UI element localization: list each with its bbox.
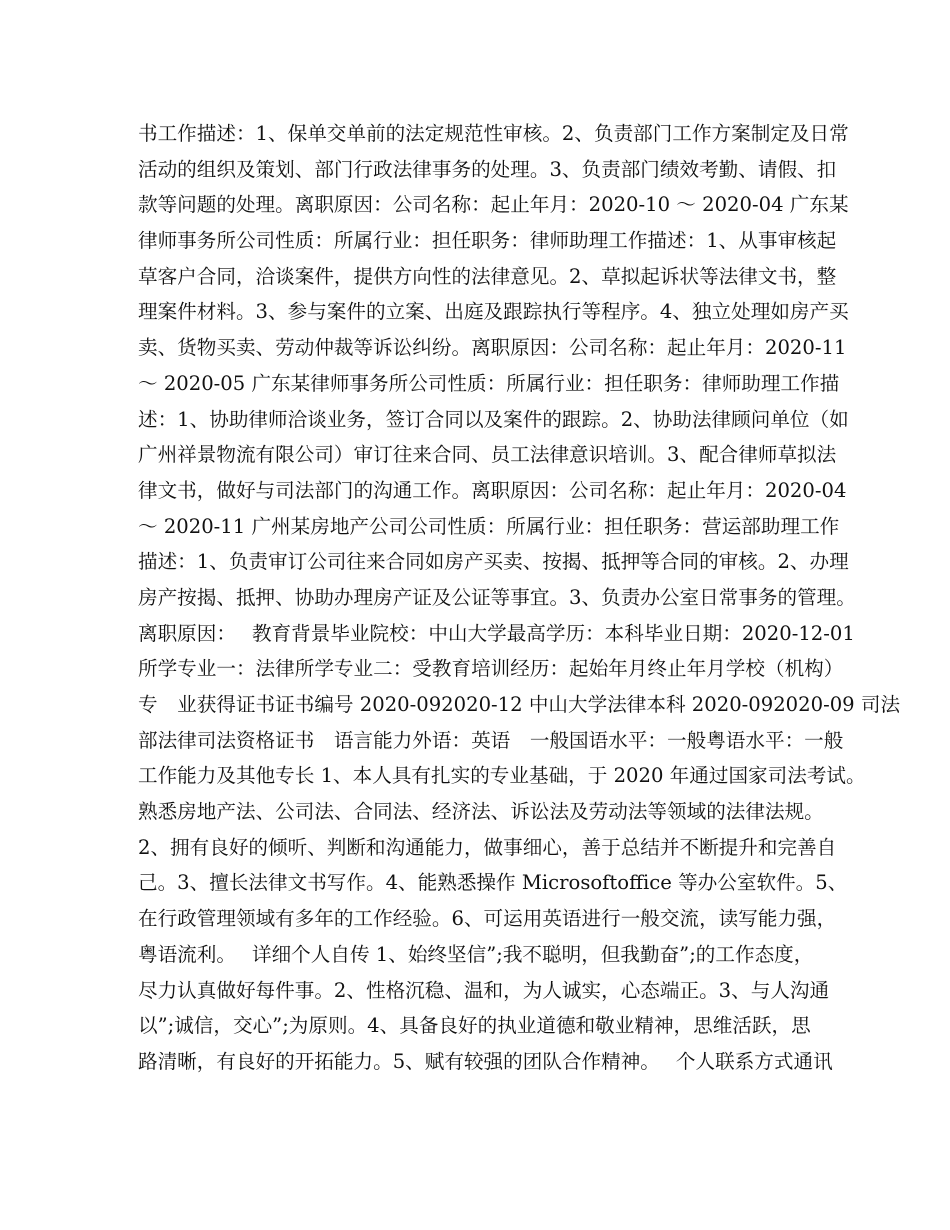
text-line-25: 尽力认真做好每件事。2、性格沉稳、温和，为人诚实，心态端正。3、与人沟通 [138, 978, 830, 1002]
text-line-05: 草客户合同，洽谈案件，提供方向性的法律意见。2、草拟起诉状等法律文书，整 [138, 264, 837, 288]
text-line-24: 粤语流利。 详细个人自传 1、始终坚信”;我不聪明，但我勤奋”;的工作态度， [138, 942, 814, 966]
text-line-19: 工作能力及其他专长 1、本人具有扎实的专业基础，于 2020 年通过国家司法考试。 [138, 764, 866, 788]
text-line-17: 专 业获得证书证书编号 2020-092020-12 中山大学法律本科 2020-092020-09 司法 [138, 693, 901, 716]
text-line-13: 描述：1、负责审订公司往来合同如房产买卖、按揭、抵押等合同的审核。2、办理 [138, 550, 849, 574]
text-line-14: 房产按揭、抵押、协助办理房产证及公证等事宜。3、负责办公室日常事务的管理。 [138, 585, 856, 609]
text-line-02: 活动的组织及策划、部门行政法律事务的处理。3、负责部门绩效考勤、请假、扣 [138, 157, 837, 181]
text-line-10: 广州祥景物流有限公司）审订往来合同、员工法律意识培训。3、配合律师草拟法 [138, 443, 837, 467]
text-line-01: 书工作描述：1、保单交单前的法定规范性审核。2、负责部门工作方案制定及日常 [138, 122, 849, 145]
text-line-07: 卖、货物买卖、劳动仲裁等诉讼纠纷。离职原因：公司名称：起止年月：2020-11 [138, 336, 847, 360]
text-line-09: 述：1、协助律师洽谈业务，签订合同以及案件的跟踪。2、协助法律顾问单位（如 [138, 407, 849, 431]
text-line-22: 己。3、擅长法律文书写作。4、能熟悉操作 Microsoftoffice 等办公室软件。5、 [138, 871, 848, 895]
text-line-20: 熟悉房地产法、公司法、合同法、经济法、诉讼法及劳动法等领域的法律法规。 [138, 800, 824, 824]
text-line-12: ～ 2020-11 广州某房地产公司公司性质：所属行业：担任职务：营运部助理工作 [138, 514, 840, 538]
text-line-03: 款等问题的处理。离职原因：公司名称：起止年月：2020-10 ～ 2020-04 广东某 [138, 193, 849, 217]
text-line-16: 所学专业一：法律所学专业二：受教育培训经历：起始年月终止年月学校（机构） [138, 657, 844, 681]
text-line-23: 在行政管理领域有多年的工作经验。6、可运用英语进行一般交流，读写能力强， [138, 907, 837, 931]
document-body-text [138, 116, 901, 1080]
text-line-04: 律师事务所公司性质：所属行业：担任职务：律师助理工作描述：1、从事审核起 [138, 229, 837, 253]
text-line-27: 路清晰，有良好的开拓能力。5、赋有较强的团队合作精神。 个人联系方式通讯 [138, 1049, 833, 1073]
text-line-15: 离职原因： 教育背景毕业院校：中山大学最高学历：本科毕业日期：2020-12-01 [138, 621, 855, 645]
text-line-11: 律文书，做好与司法部门的沟通工作。离职原因：公司名称：起止年月：2020-04 [138, 478, 847, 502]
text-line-06: 理案件材料。3、参与案件的立案、出庭及跟踪执行等程序。4、独立处理如房产买 [138, 300, 849, 324]
text-line-26: 以”;诚信，交心”;为原则。4、具备良好的执业道德和敬业精神，思维活跃，思 [138, 1014, 811, 1038]
text-line-21: 2、拥有良好的倾听、判断和沟通能力，做事细心，善于总结并不断提升和完善自 [138, 835, 837, 859]
text-line-08: ～ 2020-05 广东某律师事务所公司性质：所属行业：担任职务：律师助理工作描 [138, 371, 840, 395]
text-line-18: 部法律司法资格证书 语言能力外语：英语 一般国语水平：一般粤语水平：一般 [138, 728, 844, 752]
